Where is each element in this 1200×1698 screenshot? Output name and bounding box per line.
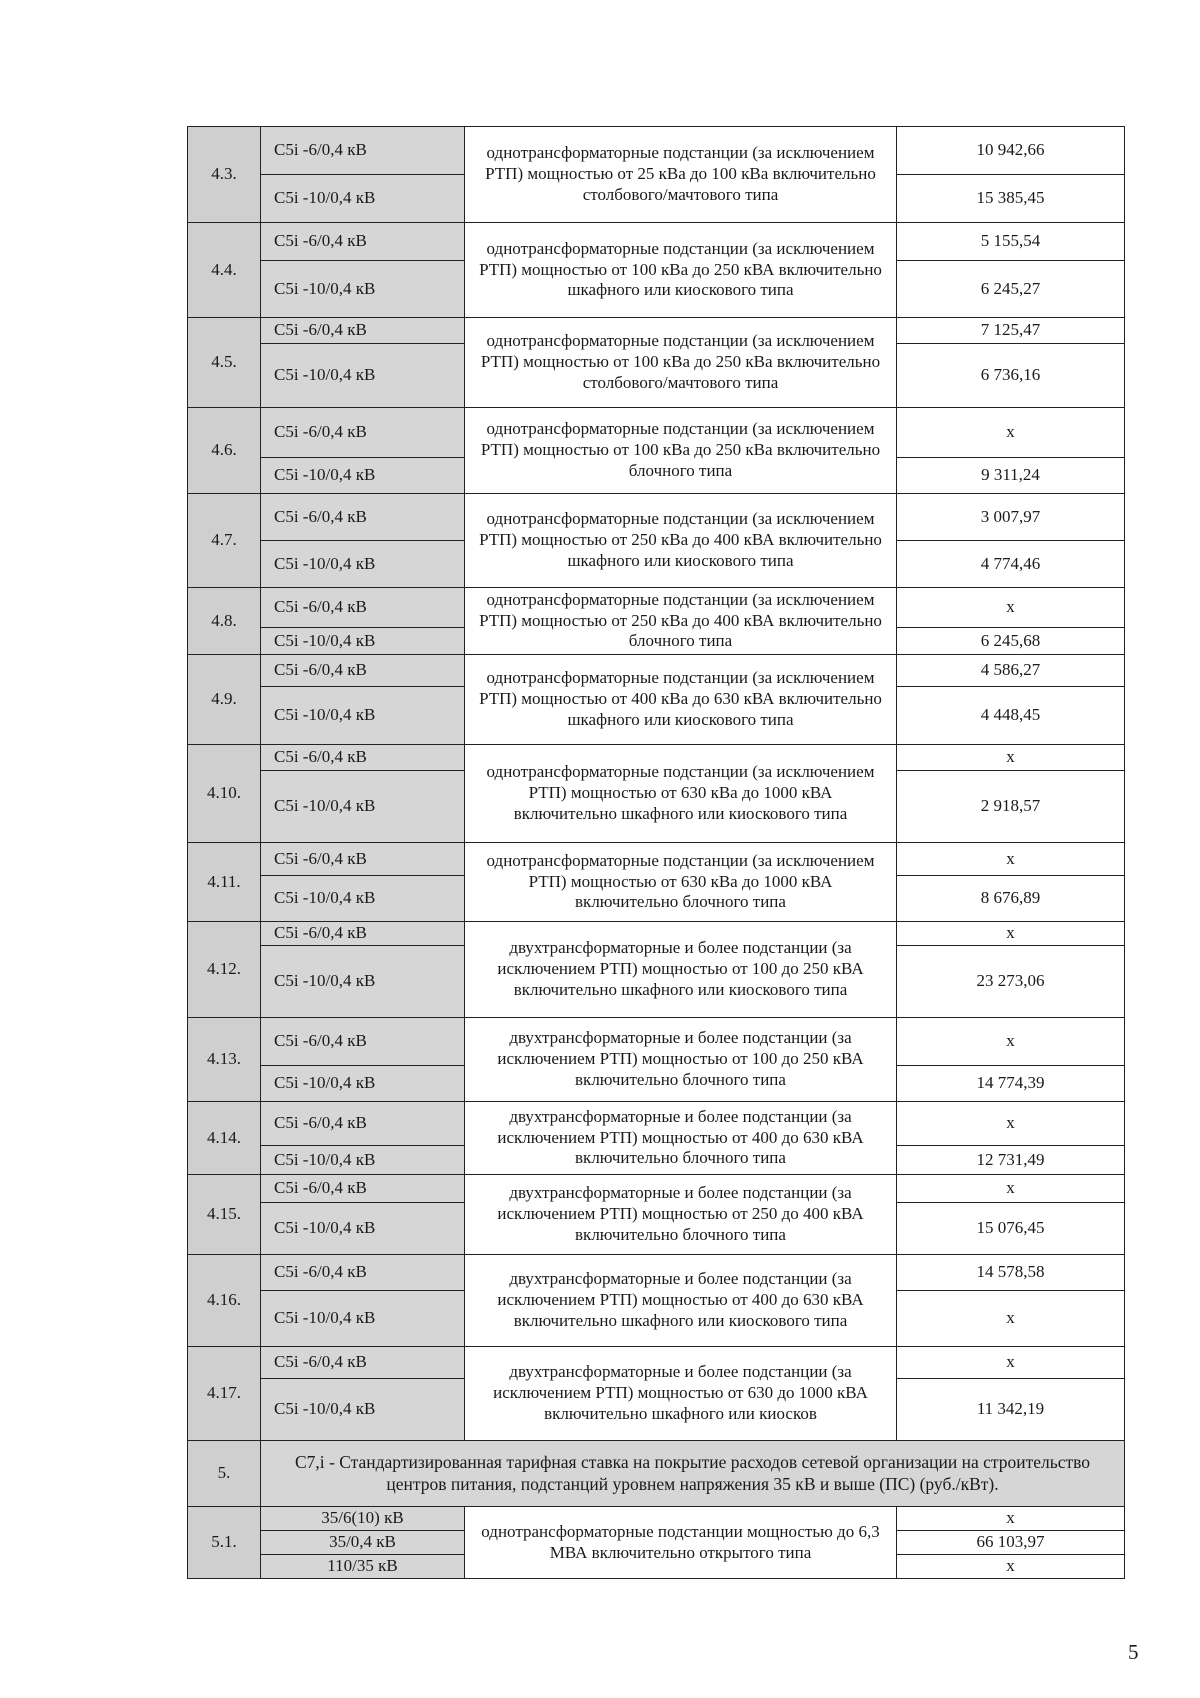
row-number: 4.4. xyxy=(188,223,261,318)
rate-value: x xyxy=(897,1018,1125,1066)
rate-value: 4 448,45 xyxy=(897,687,1125,745)
rate-value: 6 736,16 xyxy=(897,344,1125,408)
substation-description: однотрансформаторные подстанции (за исключением РТП) мощностью от 250 кВа до 400 кВА включительно шкафного или киоскового типа xyxy=(465,494,897,588)
voltage-code: C5i -6/0,4 кВ xyxy=(261,1175,465,1203)
substation-description: однотрансформаторные подстанции (за исключением РТП) мощностью от 630 кВа до 1000 кВА включительно шкафного или киоскового типа xyxy=(465,745,897,843)
rate-value: x xyxy=(897,1175,1125,1203)
rate-value: x xyxy=(897,1347,1125,1379)
rate-value: 12 731,49 xyxy=(897,1146,1125,1175)
rate-value: 6 245,68 xyxy=(897,628,1125,655)
rate-value: 3 007,97 xyxy=(897,494,1125,541)
substation-description: двухтрансформаторные и более подстанции (за исключением РТП) мощностью от 100 до 250 кВА включительно шкафного или киоскового типа xyxy=(465,922,897,1018)
rate-value: 5 155,54 xyxy=(897,223,1125,261)
row-number: 4.3. xyxy=(188,127,261,223)
page-number: 5 xyxy=(1128,1640,1139,1664)
substation-description: однотрансформаторные подстанции (за исключением РТП) мощностью от 250 кВа до 400 кВА включительно блочного типа xyxy=(465,588,897,655)
rate-value: 9 311,24 xyxy=(897,458,1125,494)
section-number: 5. xyxy=(188,1441,261,1507)
substation-description: двухтрансформаторные и более подстанции (за исключением РТП) мощностью от 630 до 1000 кВА включительно шкафного или киосков xyxy=(465,1347,897,1441)
table-row xyxy=(188,1175,1125,1203)
voltage-code: C5i -6/0,4 кВ xyxy=(261,1347,465,1379)
table-row xyxy=(188,318,1125,344)
substation-description: однотрансформаторные подстанции (за исключением РТП) мощностью от 100 кВа до 250 кВА включительно шкафного или киоскового типа xyxy=(465,223,897,318)
table-row xyxy=(188,1347,1125,1379)
voltage-code: C5i -10/0,4 кВ xyxy=(261,261,465,318)
rate-value: 8 676,89 xyxy=(897,876,1125,922)
voltage-code: C5i -6/0,4 кВ xyxy=(261,922,465,946)
row-number: 4.13. xyxy=(188,1018,261,1102)
voltage-code: C5i -10/0,4 кВ xyxy=(261,876,465,922)
rate-value: 15 076,45 xyxy=(897,1203,1125,1255)
tariff-table xyxy=(187,126,1125,1579)
substation-description: двухтрансформаторные и более подстанции (за исключением РТП) мощностью от 100 до 250 кВА включительно блочного типа xyxy=(465,1018,897,1102)
voltage-code: C5i -10/0,4 кВ xyxy=(261,541,465,588)
voltage-code: C5i -10/0,4 кВ xyxy=(261,687,465,745)
voltage-code: 35/0,4 кВ xyxy=(261,1531,465,1555)
section-row xyxy=(188,1441,1125,1507)
voltage-code: C5i -10/0,4 кВ xyxy=(261,946,465,1018)
rate-value: x xyxy=(897,922,1125,946)
rate-value: 14 774,39 xyxy=(897,1066,1125,1102)
table-row xyxy=(188,588,1125,628)
voltage-code: C5i -6/0,4 кВ xyxy=(261,655,465,687)
rate-value: x xyxy=(897,588,1125,628)
table-row xyxy=(188,1255,1125,1291)
row-number: 4.5. xyxy=(188,318,261,408)
row-number: 4.10. xyxy=(188,745,261,843)
substation-description: однотрансформаторные подстанции (за исключением РТП) мощностью от 100 кВа до 250 кВа включительно блочного типа xyxy=(465,408,897,494)
substation-description: однотрансформаторные подстанции (за исключением РТП) мощностью от 400 кВа до 630 кВА включительно шкафного или киоскового типа xyxy=(465,655,897,745)
rate-value: 7 125,47 xyxy=(897,318,1125,344)
rate-value: x xyxy=(897,408,1125,458)
voltage-code: C5i -10/0,4 кВ xyxy=(261,1146,465,1175)
substation-description: двухтрансформаторные и более подстанции (за исключением РТП) мощностью от 400 до 630 кВА включительно блочного типа xyxy=(465,1102,897,1175)
rate-value: 6 245,27 xyxy=(897,261,1125,318)
section-title: С7,i - Стандартизированная тарифная ставка на покрытие расходов сетевой организации на строительство центров питания, подстанций уровнем напряжения 35 кВ и выше (ПС) (руб./кВт). xyxy=(261,1441,1125,1507)
substation-description: двухтрансформаторные и более подстанции (за исключением РТП) мощностью от 250 до 400 кВА включительно блочного типа xyxy=(465,1175,897,1255)
rate-value: 4 586,27 xyxy=(897,655,1125,687)
substation-description: однотрансформаторные подстанции (за исключением РТП) мощностью от 630 кВа до 1000 кВА включительно блочного типа xyxy=(465,843,897,922)
rate-value: x xyxy=(897,843,1125,876)
row-number: 4.12. xyxy=(188,922,261,1018)
table-row xyxy=(188,922,1125,946)
rate-value: x xyxy=(897,1555,1125,1579)
row-number: 4.17. xyxy=(188,1347,261,1441)
voltage-code: C5i -10/0,4 кВ xyxy=(261,1066,465,1102)
row-number: 4.16. xyxy=(188,1255,261,1347)
row-number: 4.7. xyxy=(188,494,261,588)
voltage-code: 35/6(10) кВ xyxy=(261,1507,465,1531)
voltage-code: 110/35 кВ xyxy=(261,1555,465,1579)
rate-value: x xyxy=(897,1102,1125,1146)
table-row xyxy=(188,745,1125,771)
row-number: 4.8. xyxy=(188,588,261,655)
tariff-table-body xyxy=(188,127,1125,1579)
rate-value: 23 273,06 xyxy=(897,946,1125,1018)
voltage-code: C5i -6/0,4 кВ xyxy=(261,223,465,261)
rate-value: 66 103,97 xyxy=(897,1531,1125,1555)
voltage-code: C5i -6/0,4 кВ xyxy=(261,588,465,628)
row-number: 4.6. xyxy=(188,408,261,494)
voltage-code: C5i -6/0,4 кВ xyxy=(261,1102,465,1146)
voltage-code: C5i -6/0,4 кВ xyxy=(261,745,465,771)
row-number: 4.11. xyxy=(188,843,261,922)
substation-description: двухтрансформаторные и более подстанции (за исключением РТП) мощностью от 400 до 630 кВА включительно шкафного или киоскового типа xyxy=(465,1255,897,1347)
rate-value: x xyxy=(897,1291,1125,1347)
row-number: 4.9. xyxy=(188,655,261,745)
substation-description: однотрансформаторные подстанции мощностью до 6,3 МВА включительно открытого типа xyxy=(465,1507,897,1579)
row-number: 5.1. xyxy=(188,1507,261,1579)
voltage-code: C5i -6/0,4 кВ xyxy=(261,318,465,344)
rate-value: x xyxy=(897,1507,1125,1531)
voltage-code: C5i -10/0,4 кВ xyxy=(261,628,465,655)
table-row xyxy=(188,1018,1125,1066)
voltage-code: C5i -6/0,4 кВ xyxy=(261,1018,465,1066)
table-row xyxy=(188,655,1125,687)
voltage-code: C5i -10/0,4 кВ xyxy=(261,1203,465,1255)
rate-value: 2 918,57 xyxy=(897,771,1125,843)
voltage-code: C5i -10/0,4 кВ xyxy=(261,771,465,843)
voltage-code: C5i -6/0,4 кВ xyxy=(261,1255,465,1291)
rate-value: 14 578,58 xyxy=(897,1255,1125,1291)
voltage-code: C5i -10/0,4 кВ xyxy=(261,1379,465,1441)
rate-value: 4 774,46 xyxy=(897,541,1125,588)
table-row xyxy=(188,494,1125,541)
table-row xyxy=(188,223,1125,261)
table-row xyxy=(188,1102,1125,1146)
row-number: 4.14. xyxy=(188,1102,261,1175)
voltage-code: C5i -10/0,4 кВ xyxy=(261,1291,465,1347)
table-row xyxy=(188,843,1125,876)
voltage-code: C5i -10/0,4 кВ xyxy=(261,175,465,223)
voltage-code: C5i -6/0,4 кВ xyxy=(261,127,465,175)
table-row xyxy=(188,1507,1125,1531)
row-number: 4.15. xyxy=(188,1175,261,1255)
substation-description: однотрансформаторные подстанции (за исключением РТП) мощностью от 25 кВа до 100 кВа включительно столбового/мачтового типа xyxy=(465,127,897,223)
voltage-code: C5i -6/0,4 кВ xyxy=(261,408,465,458)
rate-value: 15 385,45 xyxy=(897,175,1125,223)
rate-value: 10 942,66 xyxy=(897,127,1125,175)
voltage-code: C5i -10/0,4 кВ xyxy=(261,344,465,408)
voltage-code: C5i -10/0,4 кВ xyxy=(261,458,465,494)
table-row xyxy=(188,408,1125,458)
voltage-code: C5i -6/0,4 кВ xyxy=(261,843,465,876)
rate-value: x xyxy=(897,745,1125,771)
table-row xyxy=(188,127,1125,175)
rate-value: 11 342,19 xyxy=(897,1379,1125,1441)
substation-description: однотрансформаторные подстанции (за исключением РТП) мощностью от 100 кВа до 250 кВа включительно столбового/мачтового типа xyxy=(465,318,897,408)
voltage-code: C5i -6/0,4 кВ xyxy=(261,494,465,541)
